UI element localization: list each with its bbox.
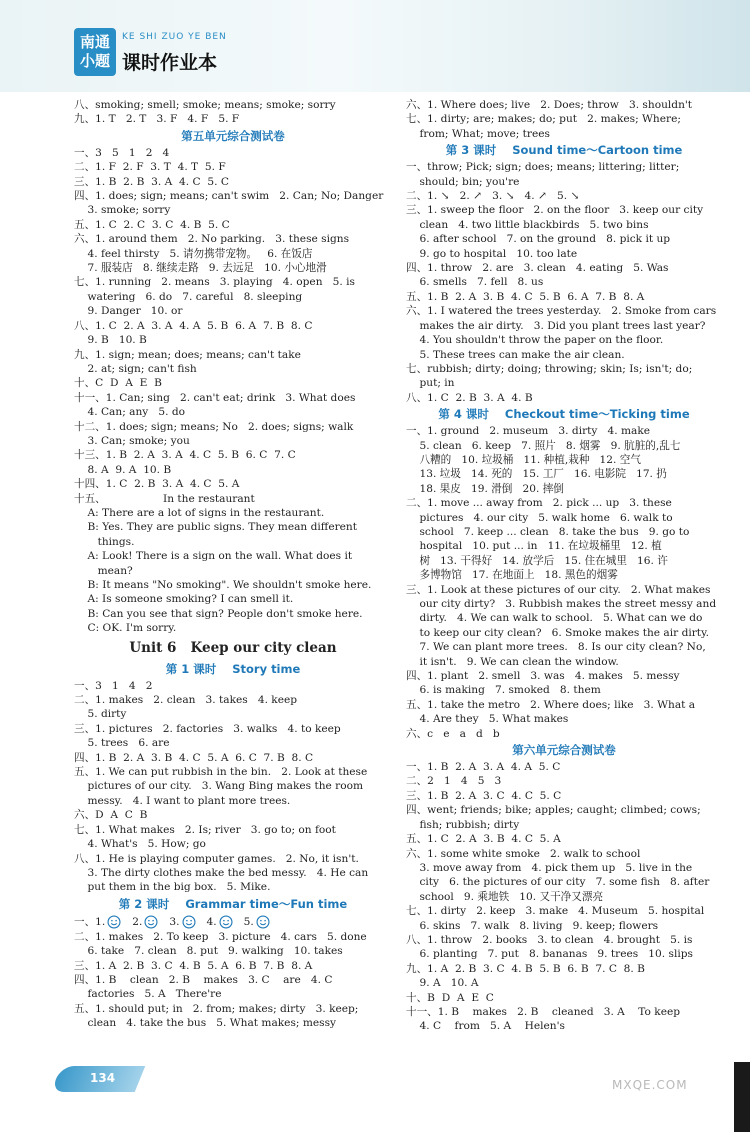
answer-line: 八、1. C 2. B 3. A 4. B bbox=[406, 391, 533, 404]
smiley-face-icon bbox=[107, 915, 121, 929]
answer-line: 9. B 10. B bbox=[74, 334, 147, 347]
answer-line: 一、3 1 4 2 bbox=[74, 679, 153, 692]
answer-line: 九、1. A 2. B 3. C 4. B 5. B 6. B 7. C 8. B bbox=[406, 962, 645, 975]
section-heading: 第 2 课时 Grammar time～Fun time bbox=[118, 896, 348, 911]
answer-line: 四、1. throw 2. are 3. clean 4. eating 5. Was bbox=[406, 262, 669, 275]
answer-line: 七、1. dirty 2. keep 3. make 4. Museum 5. hospital bbox=[406, 905, 705, 918]
answer-line: 四、1. B 2. A 3. B 4. C 5. A 6. C 7. B 8. C bbox=[74, 751, 314, 764]
answer-line: mean? bbox=[74, 564, 133, 577]
answer-line: should; bin; you're bbox=[406, 175, 520, 188]
answer-line: 六、1. I watered the trees yesterday. 2. Smoke from cars bbox=[406, 305, 717, 318]
answer-line: 六、c e a d b bbox=[406, 727, 500, 740]
answer-line: 二、1. makes 2. To keep 3. picture 4. cars 5. done bbox=[74, 930, 367, 943]
logo-line-1: 南通 bbox=[79, 33, 110, 51]
answer-line: 4. You shouldn't throw the paper on the floor. bbox=[406, 334, 664, 347]
answer-line: 七、rubbish; dirty; doing; throwing; skin; Is; isn't; do; bbox=[406, 362, 693, 375]
answer-line: A: There are a lot of signs in the restaurant. bbox=[74, 506, 325, 519]
answer-line: makes the air dirty. 3. Did you plant trees last year? bbox=[406, 319, 706, 332]
answer-line: 18. 果皮 19. 滑倒 20. 摔倒 bbox=[406, 482, 564, 495]
answer-line: 六、1. some white smoke 2. walk to school bbox=[406, 847, 641, 860]
answer-line: 一、3 5 1 2 4 bbox=[74, 146, 170, 159]
smiley-face-icon bbox=[182, 915, 196, 929]
answer-line: 二、1. ↘ 2. ↗ 3. ↘ 4. ↗ 5. ↘ bbox=[406, 190, 580, 203]
answer-line: C: OK. I'm sorry. bbox=[74, 622, 177, 635]
answer-line: 六、1. around them 2. No parking. 3. these signs bbox=[74, 233, 350, 246]
answer-line: 五、1. take the metro 2. Where does; like 3. What a bbox=[406, 698, 696, 711]
answer-line: 四、1. B clean 2. B makes 3. C are 4. C bbox=[74, 973, 333, 986]
answer-line: 二、2 1 4 5 3 bbox=[406, 775, 502, 788]
answer-line: 四、1. plant 2. smell 3. was 4. makes 5. messy bbox=[406, 670, 680, 683]
answer-line: 9. A 10. A bbox=[406, 977, 479, 990]
smiley-face-icon bbox=[256, 915, 270, 929]
answer-line: 7. We can plant more trees. 8. Is our city clean? No, bbox=[406, 641, 706, 654]
answer-line: 13. 垃圾 14. 死的 15. 工厂 16. 电影院 17. 扔 bbox=[406, 468, 667, 481]
answer-line: 八糟的 10. 垃圾桶 11. 种植,栽种 12. 空气 bbox=[406, 453, 641, 466]
answer-line: 七、1. dirty; are; makes; do; put 2. makes; Where; bbox=[406, 113, 681, 126]
section-heading: 第 3 课时 Sound time～Cartoon time bbox=[445, 143, 683, 158]
answer-line: 五、1. should put; in 2. from; makes; dirty 3. keep; bbox=[74, 1002, 359, 1015]
question-number: 5. bbox=[243, 915, 254, 928]
answer-line: 九、1. T 2. T 3. F 4. F 5. F bbox=[74, 113, 240, 126]
answer-line: 二、1. move ... away from 2. pick ... up 3. these bbox=[406, 497, 672, 510]
answer-line: 三、1. sweep the floor 2. on the floor 3. keep our city bbox=[406, 204, 704, 217]
answer-line: 二、1. F 2. F 3. T 4. T 5. F bbox=[74, 161, 226, 174]
question-number: 3. bbox=[169, 915, 180, 928]
answer-line: put them in the big box. 5. Mike. bbox=[74, 881, 271, 894]
answer-line: 3. Can; smoke; you bbox=[74, 434, 190, 447]
answer-line: B: It means "No smoking". We shouldn't smoke here. bbox=[74, 579, 372, 591]
answer-line: B: Yes. They are public signs. They mean different bbox=[74, 521, 358, 534]
section-heading: 第五单元综合测试卷 bbox=[181, 128, 285, 143]
answer-line: 6. after school 7. on the ground 8. pick it up bbox=[406, 233, 671, 246]
answer-line: 一、throw; Pick; sign; does; means; littering; litter; bbox=[406, 161, 680, 174]
section-heading: 第 4 课时 Checkout time～Ticking time bbox=[438, 407, 690, 422]
answer-line: 4. Are they 5. What makes bbox=[406, 713, 569, 726]
answer-line: 6. planting 7. put 8. bananas 9. trees 10. slips bbox=[406, 948, 693, 961]
unit-title: Unit 6 Keep our city clean bbox=[129, 639, 337, 656]
answer-line: clean 4. two little blackbirds 5. two bins bbox=[406, 218, 649, 231]
answer-line: 五、1. C 2. A 3. B 4. C 5. A bbox=[406, 833, 561, 846]
answer-line: fish; rubbish; dirty bbox=[406, 818, 520, 831]
answer-line: 五、1. B 2. A 3. B 4. C 5. B 6. A 7. B 8. A bbox=[406, 290, 645, 303]
answer-column-right bbox=[406, 98, 722, 1034]
answer-line: 八、1. throw 2. books 3. to clean 4. brought 5. is bbox=[406, 933, 693, 946]
corner-mark bbox=[734, 1062, 750, 1132]
answer-line: 十四、1. C 2. B 3. A 4. C 5. A bbox=[74, 478, 240, 491]
smiley-face-icon bbox=[219, 915, 233, 929]
brand-subtitle: KE SHI ZUO YE BEN bbox=[122, 32, 227, 42]
answer-line: 4. feel thirsty 5. 请勿携带宠物。 6. 在饭店 bbox=[74, 247, 313, 260]
answer-line: 三、1. Look at these pictures of our city. 2. What makes bbox=[406, 583, 711, 596]
page-number: 134 bbox=[90, 1071, 116, 1085]
section-heading: 第六单元综合测试卷 bbox=[512, 743, 616, 758]
answer-line: school 9. 乘地铁 10. 又干净又漂亮 bbox=[406, 890, 604, 903]
smiley-face-icon bbox=[144, 915, 158, 929]
answer-line: 7. 服装店 8. 继续走路 9. 去远足 10. 小心地滑 bbox=[74, 262, 327, 275]
answer-line: messy. 4. I want to plant more trees. bbox=[74, 794, 291, 807]
answer-line: B: Can you see that sign? People don't smoke here. bbox=[74, 607, 363, 620]
answer-line: 四、went; friends; bike; apples; caught; climbed; cows; bbox=[406, 804, 701, 817]
question-number: 2. bbox=[132, 915, 143, 928]
answer-line: 六、D A C B bbox=[74, 809, 148, 822]
watermark: MXQE.COM bbox=[612, 1078, 688, 1092]
answer-line: 一、1. ground 2. museum 3. dirty 4. make bbox=[406, 425, 651, 438]
answer-line: pictures of our city. 3. Wang Bing makes the room bbox=[74, 780, 364, 793]
answer-line: 七、1. What makes 2. Is; river 3. go to; on foot bbox=[74, 823, 336, 836]
answer-line: 十三、1. B 2. A 3. A 4. C 5. B 6. C 7. C bbox=[74, 449, 296, 462]
answer-line: 七、1. running 2. means 3. playing 4. open 5. is bbox=[74, 276, 355, 289]
answer-line: 4. C from 5. A Helen's bbox=[406, 1020, 565, 1033]
section-heading: 第 1 课时 Story time bbox=[165, 661, 301, 676]
answer-line: hospital 10. put ... in 11. 在垃圾桶里 12. 植 bbox=[406, 540, 662, 553]
answer-line: 八、smoking; smell; smoke; means; smoke; sorry bbox=[74, 99, 336, 111]
answer-line: to keep our city clean? 6. Smoke makes the air dirty. bbox=[406, 626, 710, 639]
answer-line: 8. A 9. A 10. B bbox=[74, 463, 172, 476]
answer-line: 九、1. sign; mean; does; means; can't take bbox=[74, 348, 301, 361]
answer-line: 十一、1. Can; sing 2. can't eat; drink 3. What does bbox=[74, 391, 356, 404]
brand-title: 课时作业本 bbox=[122, 52, 218, 74]
answer-line: 三、1. B 2. B 3. A 4. C 5. C bbox=[74, 175, 229, 188]
answer-line: A: Look! There is a sign on the wall. What does it bbox=[74, 550, 353, 563]
answer-line: 9. go to hospital 10. too late bbox=[406, 247, 578, 260]
answer-line: 八、1. He is playing computer games. 2. No, it isn't. bbox=[74, 852, 359, 865]
answer-line: 3. The dirty clothes make the bed messy. 4. He can bbox=[74, 866, 369, 879]
answer-line: factories 5. A There're bbox=[74, 988, 222, 1001]
brand-logo bbox=[74, 28, 116, 76]
answer-line: 树 13. 干得好 14. 放学后 15. 住在城里 16. 许 bbox=[406, 554, 668, 567]
answer-line: clean 4. take the bus 5. What makes; messy bbox=[74, 1017, 336, 1030]
answer-line: 4. Can; any 5. do bbox=[74, 406, 185, 419]
answer-line: school 7. keep ... clean 8. take the bus 9. go to bbox=[406, 525, 690, 538]
answer-column-left bbox=[74, 98, 392, 1031]
answer-line: 三、1. pictures 2. factories 3. walks 4. to keep bbox=[74, 722, 341, 735]
answer-line: 五、1. We can put rubbish in the bin. 2. Look at these bbox=[74, 766, 368, 779]
answer-line: pictures 4. our city 5. walk home 6. walk to bbox=[406, 511, 673, 524]
logo-line-2: 小题 bbox=[79, 52, 110, 70]
answer-line: 多博物馆 17. 在地面上 18. 黑色的烟雾 bbox=[406, 569, 618, 582]
answer-line: 3. smoke; sorry bbox=[74, 204, 171, 217]
answer-line: 6. smells 7. fell 8. us bbox=[406, 276, 544, 289]
answer-line: from; What; move; trees bbox=[406, 127, 550, 140]
answer-line: 6. is making 7. smoked 8. them bbox=[406, 684, 601, 697]
answer-line: 9. Danger 10. or bbox=[74, 305, 183, 318]
answer-line: 十、B D A E C bbox=[406, 991, 494, 1004]
question-number: 一、1. bbox=[74, 915, 106, 928]
answer-line: 2. at; sign; can't fish bbox=[74, 362, 197, 375]
answer-line: 二、1. makes 2. clean 3. takes 4. keep bbox=[74, 694, 298, 707]
answer-line: 5. dirty bbox=[74, 708, 127, 721]
answer-line: 五、1. C 2. C 3. C 4. B 5. C bbox=[74, 218, 230, 231]
answer-line: 三、1. B 2. A 3. C 4. C 5. C bbox=[406, 789, 562, 802]
answer-line: 3. move away from 4. pick them up 5. live in the bbox=[406, 861, 693, 874]
answer-line: 六、1. Where does; live 2. Does; throw 3. shouldn't bbox=[406, 99, 693, 111]
answer-line: 四、1. does; sign; means; can't swim 2. Can; No; Danger bbox=[74, 190, 384, 203]
answer-line: put; in bbox=[406, 377, 455, 390]
answer-line: 三、1. A 2. B 3. C 4. B 5. A 6. B 7. B 8. A bbox=[74, 959, 313, 972]
answer-line: city 6. the pictures of our city 7. some fish 8. after bbox=[406, 876, 710, 889]
answer-line: 5. clean 6. keep 7. 照片 8. 烟雾 9. 肮脏的,乱七 bbox=[406, 439, 681, 452]
answer-line: 一、1. B 2. A 3. A 4. A 5. C bbox=[406, 761, 561, 774]
answer-line: 十二、1. does; sign; means; No 2. does; signs; walk bbox=[74, 420, 354, 433]
question-number: 4. bbox=[206, 915, 217, 928]
answer-line: 4. What's 5. How; go bbox=[74, 838, 206, 851]
answer-line: 十五、 In the restaurant bbox=[74, 492, 255, 505]
smiley-answer-row bbox=[74, 914, 392, 930]
answer-line: A: Is someone smoking? I can smell it. bbox=[74, 593, 294, 606]
answer-line: 6. take 7. clean 8. put 9. walking 10. takes bbox=[74, 945, 343, 958]
answer-line: our city dirty? 3. Rubbish makes the street messy and bbox=[406, 598, 717, 610]
answer-line: 十一、1. B makes 2. B cleaned 3. A To keep bbox=[406, 1005, 681, 1018]
answer-line: watering 6. do 7. careful 8. sleeping bbox=[74, 290, 303, 303]
answer-line: dirty. 4. We can walk to school. 5. What can we do bbox=[406, 612, 703, 625]
answer-line: 十、C D A E B bbox=[74, 377, 162, 390]
answer-line: 5. trees 6. are bbox=[74, 737, 170, 750]
answer-line: it isn't. 9. We can clean the window. bbox=[406, 655, 619, 668]
answer-line: 6. skins 7. walk 8. living 9. keep; flowers bbox=[406, 919, 659, 932]
answer-line: things. bbox=[74, 535, 135, 548]
answer-line: 八、1. C 2. A 3. A 4. A 5. B 6. A 7. B 8. C bbox=[74, 319, 313, 332]
answer-line: 5. These trees can make the air clean. bbox=[406, 348, 625, 361]
